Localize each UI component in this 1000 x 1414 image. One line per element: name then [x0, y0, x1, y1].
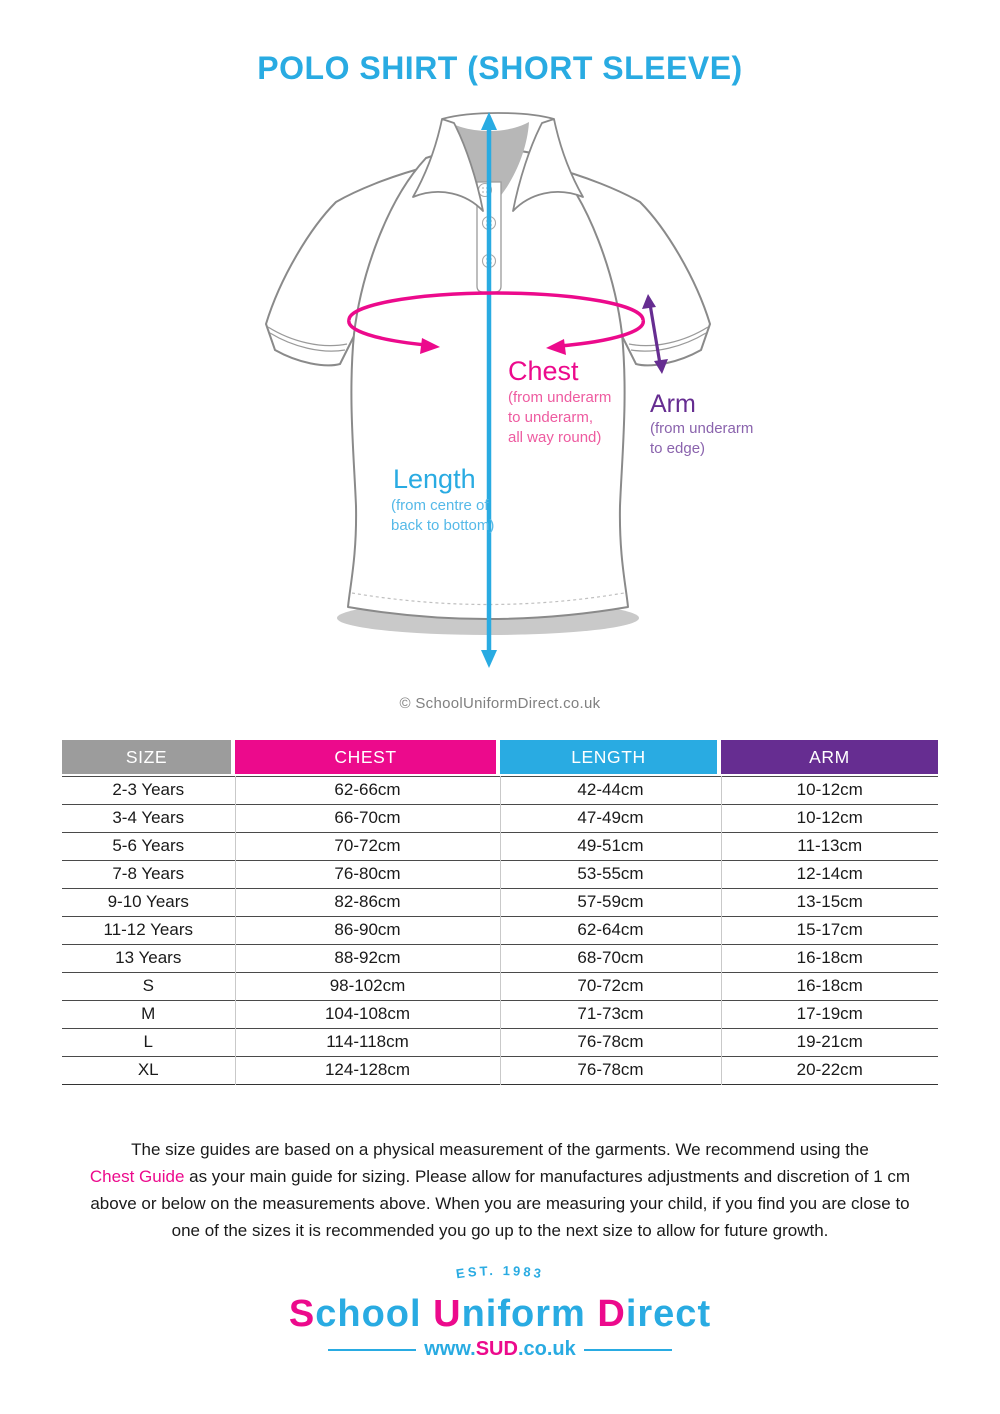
cell-length: 42-44cm — [500, 777, 721, 805]
cell-size: 2-3 Years — [112, 780, 185, 799]
table-row — [62, 945, 938, 973]
cell-size: XL — [137, 1060, 159, 1079]
note-line-4: one of the sizes it is recommended you go up to the next size to allow for future growth. — [171, 1221, 829, 1240]
header-size: SIZE — [62, 740, 235, 774]
arm-sub-2: to edge) — [650, 440, 706, 457]
copyright-text: © SchoolUniformDirect.co.uk — [399, 695, 601, 712]
length-sub-2: back to bottom) — [391, 517, 495, 534]
url-dash-right — [584, 1349, 672, 1351]
cell-arm: 12-14cm — [721, 861, 938, 889]
svg-text:EST. 1983 — [455, 1263, 545, 1281]
table-row — [62, 861, 938, 889]
url-dash-left — [328, 1349, 416, 1351]
header-chest: CHEST — [235, 740, 500, 774]
cell-length: 47-49cm — [500, 805, 721, 833]
cell-arm: 13-15cm — [721, 889, 938, 917]
table-row — [62, 973, 938, 1001]
chest-sub-1: (from underarm — [508, 389, 612, 406]
url-www: www. — [424, 1338, 476, 1360]
cell-size: L — [143, 1032, 153, 1051]
table-row — [62, 1057, 938, 1085]
length-label: Length — [393, 464, 476, 494]
cell-chest: 124-128cm — [235, 1057, 500, 1085]
url-couk: .co.uk — [517, 1338, 576, 1360]
url-sud: SUD — [475, 1338, 518, 1360]
cell-size: 13 Years — [115, 948, 182, 967]
logo-niform: niform — [461, 1293, 586, 1335]
cell-arm: 16-18cm — [721, 973, 938, 1001]
cell-length: 49-51cm — [500, 833, 721, 861]
arm-label: Arm — [650, 390, 696, 418]
note-line-1: The size guides are based on a physical measurement of the garments. We recommend using the — [131, 1140, 869, 1159]
cell-size: M — [141, 1004, 156, 1023]
cell-arm: 20-22cm — [721, 1057, 938, 1085]
table-row — [62, 917, 938, 945]
length-sub-1: (from centre of — [391, 497, 489, 514]
cell-length: 76-78cm — [500, 1029, 721, 1057]
cell-size: 3-4 Years — [112, 808, 185, 827]
table-row — [62, 833, 938, 861]
cell-arm: 11-13cm — [721, 833, 938, 861]
note-line-3: above or below on the measurements above. When you are measuring your child, if you find you are close to — [90, 1194, 910, 1213]
cell-length: 62-64cm — [500, 917, 721, 945]
cell-size: 11-12 Years — [103, 920, 193, 939]
logo-initial-s: S — [288, 1293, 316, 1335]
table-row — [62, 777, 938, 805]
cell-chest: 70-72cm — [235, 833, 500, 861]
cell-chest: 66-70cm — [235, 805, 500, 833]
table-row — [62, 1001, 938, 1029]
cell-arm: 10-12cm — [721, 777, 938, 805]
cell-chest: 114-118cm — [235, 1029, 500, 1057]
table-row — [62, 889, 938, 917]
table-row — [62, 805, 938, 833]
sizing-note — [50, 1136, 950, 1244]
arm-sub-1: (from underarm — [650, 420, 754, 437]
cell-arm: 17-19cm — [721, 1001, 938, 1029]
logo-wordmark — [0, 1293, 1000, 1336]
cell-length: 68-70cm — [500, 945, 721, 973]
table-row — [62, 1029, 938, 1057]
cell-chest: 86-90cm — [235, 917, 500, 945]
cell-length: 76-78cm — [500, 1057, 721, 1085]
cell-arm: 16-18cm — [721, 945, 938, 973]
chest-sub-2: to underarm, — [508, 409, 594, 426]
chest-guide-link: Chest Guide — [89, 1167, 185, 1186]
header-length: LENGTH — [500, 740, 721, 774]
collar-top-band — [442, 113, 554, 119]
cell-length: 57-59cm — [500, 889, 721, 917]
cell-size: 9-10 Years — [107, 892, 189, 911]
header-arm: ARM — [721, 740, 938, 774]
cell-length: 71-73cm — [500, 1001, 721, 1029]
established-text: EST. 1983 — [455, 1262, 546, 1282]
size-table-header — [62, 740, 938, 774]
logo-chool: chool — [315, 1293, 422, 1335]
cell-chest: 98-102cm — [235, 973, 500, 1001]
cell-chest: 88-92cm — [235, 945, 500, 973]
size-table — [62, 740, 938, 1085]
cell-chest: 76-80cm — [235, 861, 500, 889]
cell-arm: 15-17cm — [721, 917, 938, 945]
cell-size: 7-8 Years — [112, 864, 185, 883]
cell-chest: 62-66cm — [235, 777, 500, 805]
cell-chest: 82-86cm — [235, 889, 500, 917]
cell-size: 5-6 Years — [112, 836, 185, 855]
polo-shirt-illustration — [230, 106, 770, 706]
cell-length: 70-72cm — [500, 973, 721, 1001]
cell-chest: 104-108cm — [235, 1001, 500, 1029]
logo-initial-u: U — [433, 1293, 462, 1335]
page-title: POLO SHIRT (SHORT SLEEVE) — [257, 50, 743, 86]
size-table-body — [62, 776, 938, 1085]
brand-logo — [0, 1256, 1000, 1361]
polo-shirt-diagram — [230, 106, 770, 706]
logo-initial-d: D — [597, 1293, 626, 1335]
cell-length: 53-55cm — [500, 861, 721, 889]
logo-irect: irect — [625, 1293, 712, 1335]
logo-url — [0, 1338, 1000, 1361]
chest-label: Chest — [508, 356, 579, 386]
cell-arm: 19-21cm — [721, 1029, 938, 1057]
note-line-2: as your main guide for sizing. Please allow for manufactures adjustments and discretion of 1 cm — [184, 1167, 911, 1186]
established-arc — [380, 1256, 620, 1292]
cell-size: S — [142, 976, 154, 995]
chest-sub-3: all way round) — [508, 429, 602, 446]
cell-arm: 10-12cm — [721, 805, 938, 833]
